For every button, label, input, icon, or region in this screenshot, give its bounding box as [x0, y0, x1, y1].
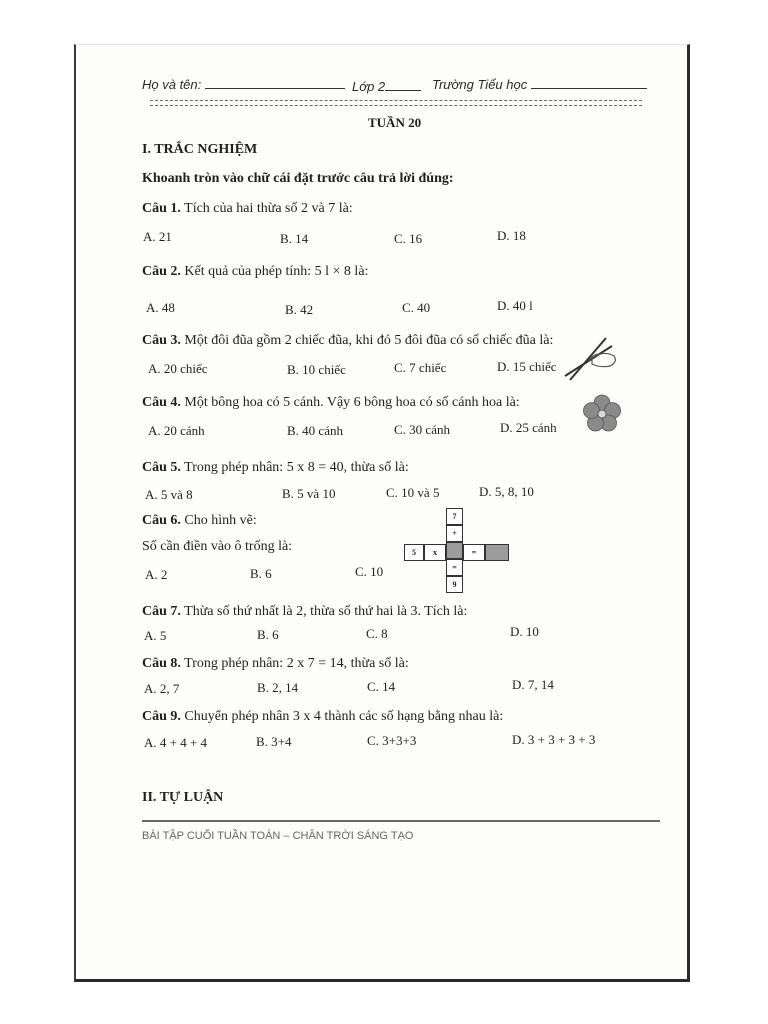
- q2-option-d[interactable]: D. 40 l: [497, 298, 533, 313]
- q1-option-a[interactable]: A. 21: [143, 229, 172, 244]
- cell-blank-right[interactable]: [485, 544, 509, 561]
- q7-option-b[interactable]: B. 6: [257, 627, 279, 642]
- q9-option-b[interactable]: B. 3+4: [256, 734, 292, 749]
- q3-option-b[interactable]: B. 10 chiếc: [287, 362, 346, 377]
- school-label: Trường Tiểu học: [432, 77, 528, 92]
- q7-option-a[interactable]: A. 5: [144, 628, 167, 643]
- q1-option-b[interactable]: B. 14: [280, 231, 309, 246]
- q6-option-a[interactable]: A. 2: [145, 567, 168, 582]
- school-field[interactable]: [432, 76, 647, 92]
- header-divider: [150, 100, 642, 106]
- q1-option-c[interactable]: C. 16: [394, 231, 423, 246]
- question-6-subtext: Số cần điền vào ô trống là:: [142, 539, 293, 554]
- q4-option-c[interactable]: C. 30 cánh: [394, 422, 450, 437]
- q8-option-b[interactable]: B. 2, 14: [257, 680, 299, 695]
- q2-option-a[interactable]: A. 48: [146, 300, 175, 315]
- q6-option-c[interactable]: C. 10: [355, 564, 384, 579]
- question-2: Câu 2. Kết quả của phép tính: 5 l × 8 là:: [142, 264, 369, 279]
- cell-equals-h: =: [463, 544, 485, 561]
- question-9: Câu 9. Chuyển phép nhân 3 x 4 thành các số hạng bằng nhau là:: [142, 709, 504, 724]
- chopsticks-icon: [562, 332, 620, 384]
- name-label: Họ và tên:: [142, 77, 202, 92]
- page-title: TUẦN 20: [368, 115, 422, 130]
- q2-option-c[interactable]: C. 40: [402, 300, 431, 315]
- question-5: Câu 5. Trong phép nhân: 5 x 8 = 40, thừa số là:: [142, 460, 409, 475]
- q6-option-b[interactable]: B. 6: [250, 566, 272, 581]
- flower-icon: [582, 394, 622, 434]
- q5-option-d[interactable]: D. 5, 8, 10: [479, 484, 534, 499]
- section-multiple-choice: I. TRẮC NGHIỆM: [142, 142, 258, 157]
- cell-bottom: 9: [446, 576, 463, 593]
- q3-option-d[interactable]: D. 15 chiếc: [497, 359, 557, 374]
- class-label: Lớp 2: [352, 79, 386, 94]
- q9-option-c[interactable]: C. 3+3+3: [367, 733, 417, 748]
- q8-option-a[interactable]: A. 2, 7: [144, 681, 180, 696]
- footer-divider: [142, 820, 660, 822]
- q8-option-d[interactable]: D. 7, 14: [512, 677, 554, 692]
- q5-option-a[interactable]: A. 5 và 8: [145, 487, 193, 502]
- instruction: Khoanh tròn vào chữ cái đặt trước câu trả lời đúng:: [142, 171, 454, 186]
- cell-left: 5: [404, 544, 424, 561]
- q7-option-c[interactable]: C. 8: [366, 626, 388, 641]
- question-1: Câu 1. Tích của hai thừa số 2 và 7 là:: [142, 201, 353, 216]
- q9-option-d[interactable]: D. 3 + 3 + 3 + 3: [512, 732, 596, 747]
- footer-text: BÀI TẬP CUỐI TUẦN TOÁN – CHÂN TRỜI SÁNG TẠO: [142, 830, 414, 842]
- name-field[interactable]: [142, 76, 345, 92]
- q3-option-c[interactable]: C. 7 chiếc: [394, 360, 447, 375]
- q7-option-d[interactable]: D. 10: [510, 624, 539, 639]
- q1-option-d[interactable]: D. 18: [497, 228, 526, 243]
- question-8: Câu 8. Trong phép nhân: 2 x 7 = 14, thừa số là:: [142, 656, 409, 671]
- cell-equals-v: =: [446, 559, 463, 576]
- cell-times: x: [424, 544, 446, 561]
- q2-option-b[interactable]: B. 42: [285, 302, 314, 317]
- section-essay: II. TỰ LUẬN: [142, 790, 224, 805]
- question-3: Câu 3. Một đôi đũa gồm 2 chiếc đũa, khi đó 5 đôi đũa có số chiếc đũa là:: [142, 333, 554, 348]
- question-4: Câu 4. Một bông hoa có 5 cánh. Vậy 6 bông hoa có số cánh hoa là:: [142, 395, 520, 410]
- cell-plus: +: [446, 525, 463, 542]
- q4-option-b[interactable]: B. 40 cánh: [287, 423, 343, 438]
- class-field[interactable]: [352, 78, 421, 94]
- q5-option-b[interactable]: B. 5 và 10: [282, 486, 336, 501]
- question-6: Câu 6. Cho hình vẽ:: [142, 513, 257, 528]
- q4-option-a[interactable]: A. 20 cánh: [148, 423, 205, 438]
- q3-option-a[interactable]: A. 20 chiếc: [148, 361, 208, 376]
- q5-option-c[interactable]: C. 10 và 5: [386, 485, 440, 500]
- cell-blank-center[interactable]: [446, 542, 463, 559]
- q8-option-c[interactable]: C. 14: [367, 679, 396, 694]
- q4-option-d[interactable]: D. 25 cánh: [500, 420, 557, 435]
- question-7: Câu 7. Thừa số thứ nhất là 2, thừa số thứ hai là 3. Tích là:: [142, 604, 468, 619]
- q9-option-a[interactable]: A. 4 + 4 + 4: [144, 735, 208, 750]
- cross-diagram: [402, 506, 512, 598]
- cell-top: 7: [446, 508, 463, 525]
